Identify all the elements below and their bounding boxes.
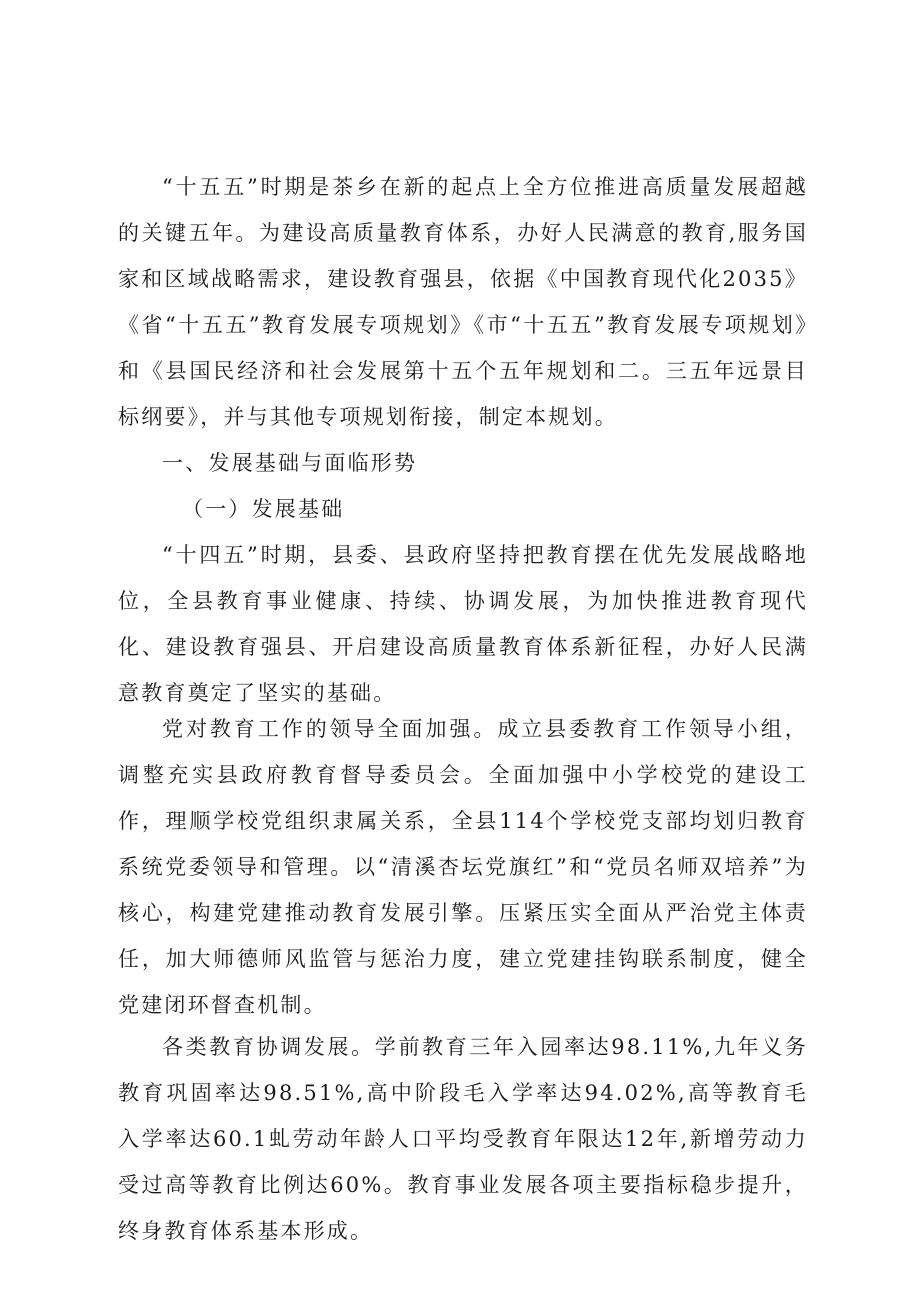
party-leadership-paragraph: 党对教育工作的领导全面加强。成立县委教育工作领导小组，调整充实县政府教育督导委员会。全面加强中小学校党的建设工作，理顺学校党组织隶属关系，全县114个学校党支部均划归教育系统党委领导和管理。以“清溪杏坛党旗红”和“党员名师双培养”为核心，构建党建推动教育发展引擎。压紧压实全面从严治党主体责任，加大师德师风监管与惩治力度，建立党建挂钩联系制度，健全党建闭环督查机制。 [118, 717, 808, 1017]
education-development-paragraph: 各类教育协调发展。学前教育三年入园率达98.11%,九年义务教育巩固率达98.51%,高中阶段毛入学率达94.02%,高等教育毛入学率达60.1虬劳动年龄人口平均受教育年限达12年,新增劳动力受过高等教育比例达60%。教育事业发展各项主要指标稳步提升，终身教育体系基本形成。 [118, 1035, 808, 1243]
subsection-heading: （一）发展基础 [182, 497, 345, 521]
foundation-paragraph: “十四五”时期，县委、县政府坚持把教育摆在优先发展战略地位，全县教育事业健康、持续、协调发展，为加快推进教育现代化、建设教育强县、开启建设高质量教育体系新征程，办好人民满意教育奠定了坚实的基础。 [118, 543, 808, 705]
section-heading: 一、发展基础与面临形势 [162, 451, 418, 475]
intro-paragraph: “十五五”时期是茶乡在新的起点上全方位推进高质量发展超越的关键五年。为建设高质量教育体系，办好人民满意的教育,服务国家和区域战略需求，建设教育强县，依据《中国教育现代化2035》《省“十五五”教育发展专项规划》《市“十五五”教育发展专项规划》和《县国民经济和社会发展第十五个五年规划和二。三五年远景目标纲要》，并与其他专项规划衔接，制定本规划。 [118, 175, 808, 429]
